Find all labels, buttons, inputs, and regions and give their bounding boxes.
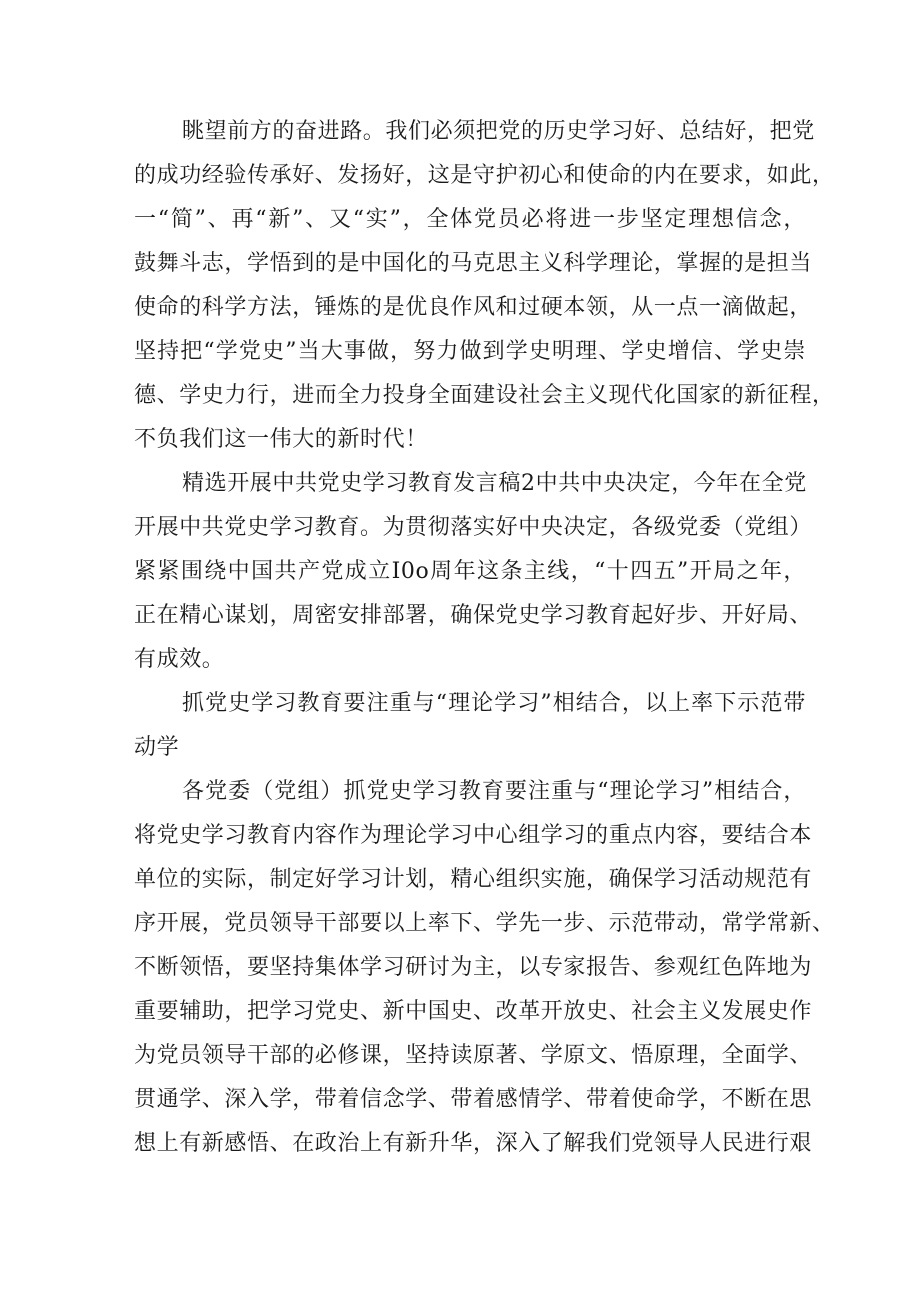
paragraph-1 xyxy=(134,110,835,462)
paragraph-2 xyxy=(134,462,813,682)
text-line: 各党委（党组）抓党史学习教育要注重与“理论学习”相结合， xyxy=(182,779,806,804)
text-line: 抓党史学习教育要注重与“理论学习”相结合，以上率下示范带 xyxy=(182,691,806,716)
text-line: 想上有新感悟、在政治上有新升华，深入了解我们党领导人民进行艰 xyxy=(134,1131,813,1156)
text-line: 眺望前方的奋进路。我们必须把党的历史学习好、总结好，把党 xyxy=(182,119,815,144)
text-line: 紧紧围绕中国共产党成立I0o周年这条主线，“十四五”开局之年， xyxy=(134,559,806,584)
text-line: 不断领悟，要坚持集体学习研讨为主，以专家报告、参观红色阵地为 xyxy=(134,955,813,980)
text-line: 有成效。 xyxy=(134,647,225,672)
text-line: 为党员领导干部的必修课，坚持读原著、学原文、悟原理，全面学、 xyxy=(134,1043,813,1068)
text-line: 开展中共党史学习教育。为贯彻落实好中央决定，各级党委（党组） xyxy=(134,515,813,540)
text-line: 序开展，党员领导干部要以上率下、学先一步、示范带动，常学常新、 xyxy=(134,911,835,936)
text-line: 德、学史力行，进而全力投身全面建设社会主义现代化国家的新征程， xyxy=(134,383,835,408)
paragraph-3-heading xyxy=(134,682,806,770)
text-line: 动学 xyxy=(134,735,180,760)
text-line: 的成功经验传承好、发扬好，这是守护初心和使命的内在要求，如此， xyxy=(134,163,835,188)
paragraph-4 xyxy=(134,770,835,1166)
text-line: 正在精心谋划，周密安排部署，确保党史学习教育起好步、开好局、 xyxy=(134,603,813,628)
text-line: 不负我们这一伟大的新时代！ xyxy=(134,427,428,452)
text-line: 鼓舞斗志，学悟到的是中国化的马克思主义科学理论，掌握的是担当 xyxy=(134,251,813,276)
text-line: 坚持把“学党史”当大事做，努力做到学史明理、学史增信、学史崇 xyxy=(134,339,806,364)
text-line: 使命的科学方法，锤炼的是优良作风和过硬本领，从一点一滴做起， xyxy=(134,295,813,320)
document-body xyxy=(134,110,835,1166)
text-line: 将党史学习教育内容作为理论学习中心组学习的重点内容，要结合本 xyxy=(134,823,813,848)
text-line: 精选开展中共党史学习教育发言稿2中共中央决定，今年在全党 xyxy=(182,471,807,496)
text-line: 贯通学、深入学，带着信念学、带着感情学、带着使命学，不断在思 xyxy=(134,1087,813,1112)
text-line: 一“简”、再“新”、又“实”，全体党员必将进一步坚定理想信念， xyxy=(134,207,806,232)
text-line: 重要辅助，把学习党史、新中国史、改革开放史、社会主义发展史作 xyxy=(134,999,813,1024)
text-line: 单位的实际，制定好学习计划，精心组织实施，确保学习活动规范有 xyxy=(134,867,813,892)
